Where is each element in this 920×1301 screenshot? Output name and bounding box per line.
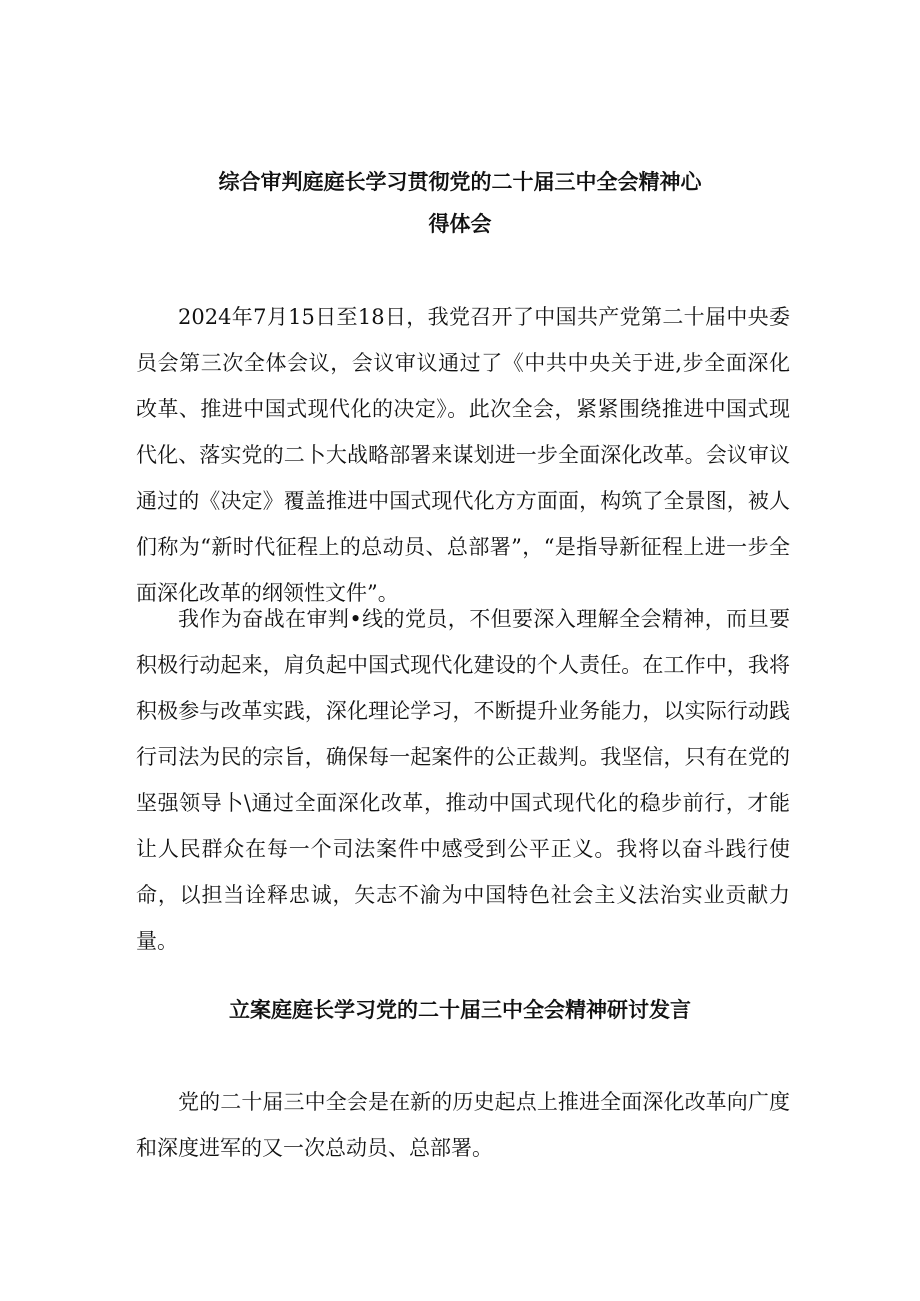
article1-title-line2: 得体会 — [428, 212, 492, 236]
article2-title: 立案庭庭长学习党的二十届三中全会精神研讨发言 — [229, 998, 691, 1022]
article1-title-line1: 综合审判庭庭长学习贯彻党的二十届三中全会精神心 — [218, 170, 702, 194]
article1-paragraph-1: 2024年7月15日至18日，我党召开了中国共产党第二十届中央委员会第三次全体会议，会议审议通过了《中共中央关于进,步全面深化改革、推进中国式现代化的决定》。此次全会，紧紧围绕推进中国式现代化、落实党的二卜大战略部署来谋划进一步全面深化改革。会议审议通过的《决定》覆盖推进中国式现代化方方面面，构筑了全景图，被人们称为“新时代征程上的总动员、总部署”，“是指导新征程上进一步全面深化改革的纲领性文件”。 — [136, 305, 790, 605]
article2-paragraph-1: 党的二十届三中全会是在新的历史起点上推进全面深化改革向广度和深度进军的又一次总动员、总部署。 — [136, 1090, 790, 1160]
article1-paragraph-2: 我作为奋战在审判•线的党员，不但要深入理解全会精神，而旦要积极行动起来，肩负起中国式现代化建设的个人责任。在工作中，我将积极参与改革实践，深化理论学习，不断提升业务能力，以实际行动践行司法为民的宗旨，确保每一起案件的公正裁判。我坚信，只有在党的坚强领导卜\通过全面深化改革，推动中国式现代化的稳步前行，才能让人民群众在每一个司法案件中感受到公平正义。我将以奋斗践行使命，以担当诠释忠诚，矢志不渝为中国特色社会主义法治实业贡献力量。 — [136, 607, 790, 953]
